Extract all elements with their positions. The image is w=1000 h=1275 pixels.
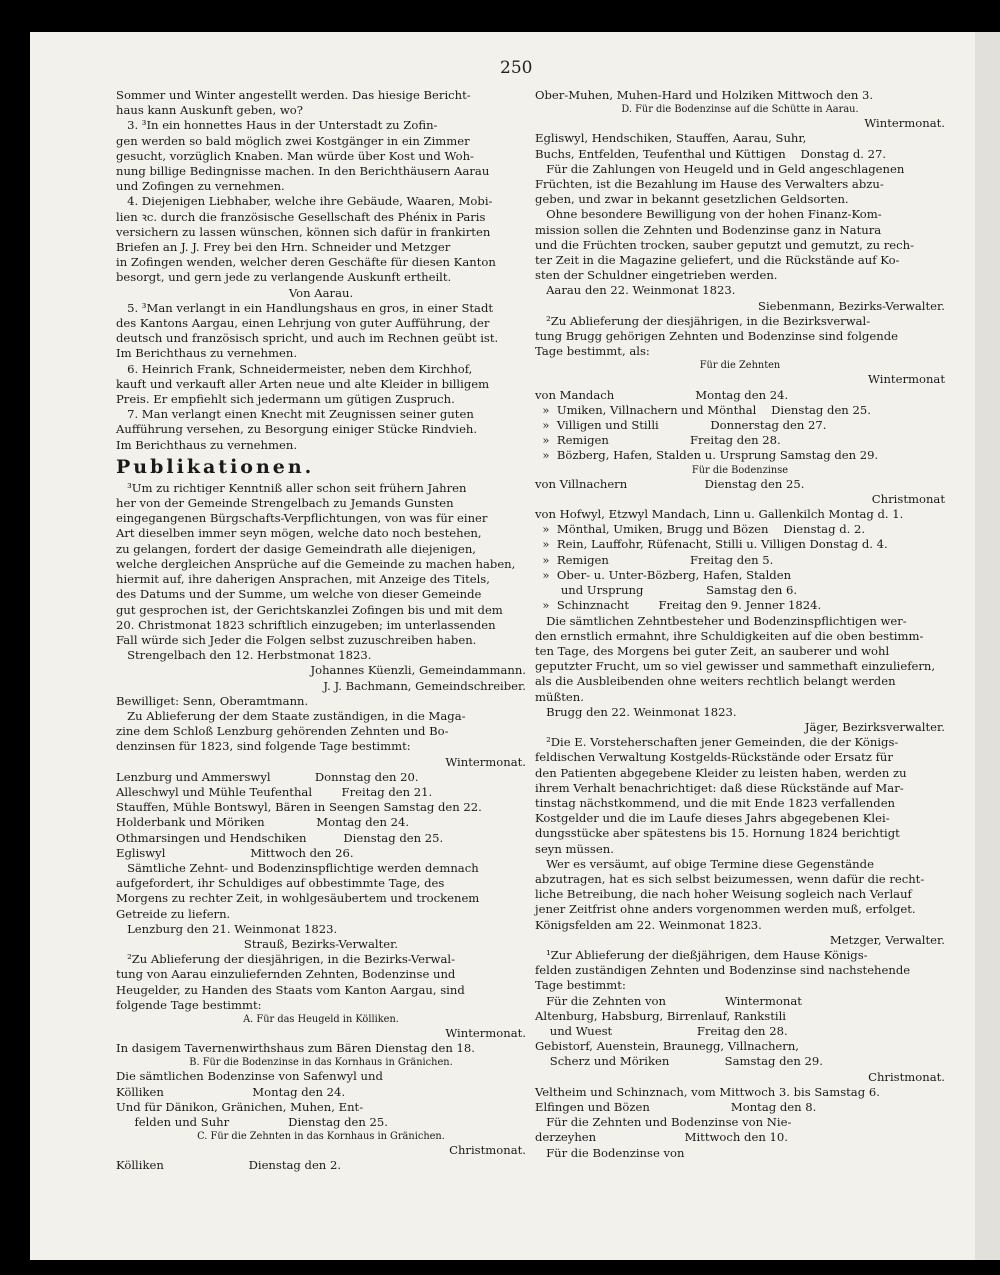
- text-paragraph: Sommer und Winter angestellt werden. Das hiesige Bericht- haus kann Auskunft geben, wo?: [116, 88, 471, 118]
- text-paragraph: Wintermonat.: [445, 1025, 526, 1040]
- text-paragraph: Kölliken Dienstag den 2.: [116, 1158, 342, 1173]
- text-paragraph: von Hofwyl, Etzwyl Mandach, Linn u. Gallenkilch Montag d. 1. » Mönthal, Umiken, Brugg und Bözen Dienstag d. 2. » Rein, Lauffohr, Rüfenacht, Stilli u. Villigen Donstag d. 4. » Remigen Freitag den 5. » Ober- u. Unter-Bözberg, Hafen, Stalden und Ursprung Samstag den 6. » Schinznacht Freitag den 9. Jenner 1824.: [535, 507, 904, 613]
- text-paragraph: Die sämtlichen Zehntbesteher und Bodenzinspflichtigen wer- den ernstlich ermahnt, ihre Schuldigkeiten auf die oben bestimm- ten Tage, des Morgens bei guter Zeit, an sauberer und wohl geputzter Frucht, um so viel gewisser und sammethaft einzuliefern, als die Ausbleibenden ohne weiters rechtlich belangt werden müßten.: [535, 613, 936, 704]
- text-paragraph: Aarau den 22. Weinmonat 1823.: [535, 283, 736, 298]
- text-paragraph: von Villnachern Dienstag den 25.: [535, 476, 805, 491]
- text-paragraph: Christmonat.: [868, 1069, 945, 1084]
- text-paragraph: Johannes Küenzli, Gemeindammann. J. J. Bachmann, Gemeindschreiber.: [310, 663, 526, 693]
- text-paragraph: Veltheim und Schinznach, vom Mittwoch 3. bis Samstag 6. Elfingen und Bözen Montag den 8. Für die Zehnten und Bodenzinse von Nie- derzeyhen Mittwoch den 10. Für die Bodenzinse von: [535, 1084, 880, 1160]
- text-paragraph: Wintermonat.: [445, 754, 526, 769]
- text-paragraph: ²Zu Ablieferung der diesjährigen, in die Bezirksverwal- tung Brugg gehörigen Zehnten und Bodenzinse sind folgende Tage bestimmt, als:: [535, 313, 899, 359]
- text-paragraph: 5. ³Man verlangt in ein Handlungshaus en gros, in einer Stadt des Kantons Aargau, einen Lehrjung von guter Aufführung, der deutsch und französisch spricht, und auch im Rechnen geübt ist. Im Berichthaus zu vernehmen.: [116, 300, 499, 361]
- text-paragraph: Von Aarau.: [288, 285, 354, 300]
- text-paragraph: Christmonat: [871, 491, 945, 506]
- text-paragraph: Für die Bodenzinse: [691, 464, 789, 476]
- text-paragraph: von Mandach Montag den 24. » Umiken, Villnachern und Mönthal Dienstag den 25. » Villigen und Stilli Donnerstag den 27. » Remigen Freitag den 28. » Bözberg, Hafen, Stalden u. Ursprung Samstag den 29.: [535, 387, 879, 463]
- next-page-edge: [975, 32, 1000, 1260]
- text-paragraph: Brugg den 22. Weinmonat 1823.: [535, 704, 737, 719]
- text-paragraph: Lenzburg den 21. Weinmonat 1823.: [116, 921, 338, 936]
- text-paragraph: Wintermonat: [868, 372, 945, 387]
- text-paragraph: Ohne besondere Bewilligung von der hohen Finanz-Kom- mission sollen die Zehnten und Bodenzinse ganz in Natura und die Früchten trocken, sauber geputzt und gemutzt, zu rech- ter Zeit in die Magazine geliefert, und die Rückstände auf Ko- sten der Schuldner eingetrieben werden.: [535, 207, 915, 283]
- text-paragraph: ¹Zur Ablieferung der dießjährigen, dem Hause Königs- felden zuständigen Zehnten und Bodenzinse sind nachstehende Tage bestimmt:: [535, 947, 911, 993]
- text-paragraph: Egliswyl, Hendschiken, Stauffen, Aarau, Suhr, Buchs, Entfelden, Teufenthal und Küttigen Donstag d. 27.: [535, 131, 887, 161]
- section-heading: Publikationen.: [116, 455, 315, 478]
- text-paragraph: 4. Diejenigen Liebhaber, welche ihre Gebäude, Waaren, Mobi- lien ꝛc. durch die französische Gesellschaft des Phénix in Paris versichern zu lassen wünschen, können sich dafür in frankirten Briefen an J. J. Frey bei den Hrn. Schneider und Metzger in Zofingen wenden, welcher deren Geschäfte für diesen Kanton besorgt, und gern jede zu verlangende Auskunft ertheilt.: [116, 194, 496, 285]
- text-paragraph: Strauß, Bezirks-Verwalter.: [243, 936, 399, 951]
- text-paragraph: Sämtliche Zehnt- und Bodenzinspflichtige werden demnach aufgefordert, ihr Schuldiges auf obbestimmte Tage, des Morgens zu rechter Zeit, in wohlgesäubertem und trockenem Getreide zu liefern.: [116, 860, 480, 921]
- text-paragraph: A. Für das Heugeld in Kölliken.: [243, 1013, 399, 1025]
- text-paragraph: Die sämtlichen Bodenzinse von Safenwyl und Kölliken Montag den 24. Und für Dänikon, Gränichen, Muhen, Ent- felden und Suhr Dienstag den 25.: [116, 1069, 388, 1129]
- text-paragraph: ²Die E. Vorsteherschaften jener Gemeinden, die der Königs- feldischen Verwaltung Kostgelds-Rückstände oder Ersatz für den Patienten abgegebene Kleider zu leisten haben, werden zu ihrem Verhalt benachrichtiget: daß diese Rückstände auf Mar- tinstag nächstkommend, und die mit Ende 1823 verfallenden Kostgelder und die im Laufe dieses Jahrs abgegebenen Klei- dungsstücke aber spätestens bis 15. Hornung 1824 berichtigt seyn müssen.: [535, 735, 907, 856]
- text-paragraph: Zu Ablieferung der dem Staate zuständigen, in die Maga- zine dem Schloß Lenzburg gehörenden Zehnten und Bo- denzinsen für 1823, sind folgende Tage bestimmt:: [116, 708, 466, 754]
- text-paragraph: ²Zu Ablieferung der diesjährigen, in die Bezirks-Verwal- tung von Aarau einzuliefernden Zehnten, Bodenzinse und Heugelder, zu Handen des Staats vom Kanton Aargau, sind folgende Tage bestimmt:: [116, 952, 465, 1012]
- text-paragraph: B. Für die Bodenzinse in das Kornhaus in Gränichen.: [189, 1057, 453, 1069]
- text-paragraph: Für die Zehnten: [699, 360, 781, 372]
- text-paragraph: D. Für die Bodenzinse auf die Schütte in Aarau.: [621, 104, 859, 116]
- text-paragraph: Wintermonat.: [864, 116, 945, 131]
- text-paragraph: Jäger, Bezirksverwalter.: [804, 719, 945, 734]
- text-paragraph: 6. Heinrich Frank, Schneidermeister, neben dem Kirchhof, kauft und verkauft aller Arten neue und alte Kleider in billigem Preis. Er empfiehlt sich jedermann um gütigen Zuspruch.: [116, 361, 490, 407]
- text-paragraph: 3. ³In ein honnettes Haus in der Unterstadt zu Zofin- gen werden so bald möglich zwei Kostgänger in ein Zimmer gesucht, vorzüglich Knaben. Man würde über Kost und Woh- nung billige Bedingnisse machen. In den Berichthäusern Aarau und Zofingen zu vernehmen.: [116, 118, 490, 194]
- text-paragraph: Bewilliget: Senn, Oberamtmann.: [116, 693, 309, 708]
- right-column: [535, 88, 945, 1161]
- text-paragraph: Wer es versäumt, auf obige Termine diese Gegenstände abzutragen, hat es sich selbst beizumessen, wenn dafür die recht- liche Betreibung, die nach hoher Weisung sogleich nach Verlauf jener Zeitfrist ohne anders vorgenommen werden muß, erfolget. Königsfelden am 22. Weinmonat 1823.: [535, 856, 925, 932]
- text-paragraph: Siebenmann, Bezirks-Verwalter.: [758, 298, 945, 313]
- text-paragraph: Ober-Muhen, Muhen-Hard und Holziken Mittwoch den 3.: [535, 88, 874, 102]
- text-paragraph: 7. Man verlangt einen Knecht mit Zeugnissen seiner guten Aufführung versehen, zu Besorgung einiger Stücke Rindvieh. Im Berichthaus zu vernehmen.: [116, 407, 478, 452]
- text-paragraph: Lenzburg und Ammerswyl Donnstag den 20. Alleschwyl und Mühle Teufenthal Freitag den 21. Stauffen, Mühle Bontswyl, Bären in Seengen Samstag den 22. Holderbank und Möriken Montag den 24. Othmarsingen und Hendschiken Dienstag den 25. Egliswyl Mittwoch den 26.: [116, 769, 482, 860]
- text-paragraph: Christmonat.: [449, 1143, 526, 1158]
- page-number: 250: [500, 58, 533, 78]
- text-paragraph: Für die Zehnten von Wintermonat Altenburg, Habsburg, Birrenlauf, Rankstili und Wuest Freitag den 28. Gebistorf, Auenstein, Braunegg, Villnachern, Scherz und Möriken Samstag den 29.: [535, 993, 823, 1069]
- text-paragraph: Für die Zahlungen von Heugeld und in Geld angeschlagenen Früchten, ist die Bezahlung im Hause des Verwalters abzu- geben, und zwar in bekannt gesetzlichen Geldsorten.: [535, 161, 905, 207]
- newspaper-page: [30, 32, 975, 1260]
- text-paragraph: Strengelbach den 12. Herbstmonat 1823.: [116, 648, 372, 663]
- text-paragraph: C. Für die Zehnten in das Kornhaus in Gränichen.: [197, 1131, 445, 1143]
- left-column: [116, 88, 526, 1174]
- text-paragraph: In dasigem Tavernenwirthshaus zum Bären Dienstag den 18.: [116, 1041, 475, 1056]
- text-paragraph: ³Um zu richtiger Kenntniß aller schon seit frühern Jahren her von der Gemeinde Strengelbach zu Jemands Gunsten eingegangenen Bürgschafts-Verpflichtungen, von was für einer Art dieselben immer seyn mögen, welche dato noch bestehen, zu gelangen, fordert der dasige Gemeindrath alle diejenigen, welche dergleichen Ansprüche auf die Gemeinde zu machen haben, hiermit auf, ihre daherigen Ansprachen, mit Anzeige des Titels, des Datums und der Summe, um welche von dieser Gemeinde gut gesprochen ist, der Gerichtskanzlei Zofingen bis und mit dem 20. Christmonat 1823 schriftlich einzugeben; im unterlassenden Fall würde sich Jeder die Folgen selbst zuzuschreiben haben.: [116, 480, 516, 647]
- text-paragraph: Metzger, Verwalter.: [829, 932, 945, 947]
